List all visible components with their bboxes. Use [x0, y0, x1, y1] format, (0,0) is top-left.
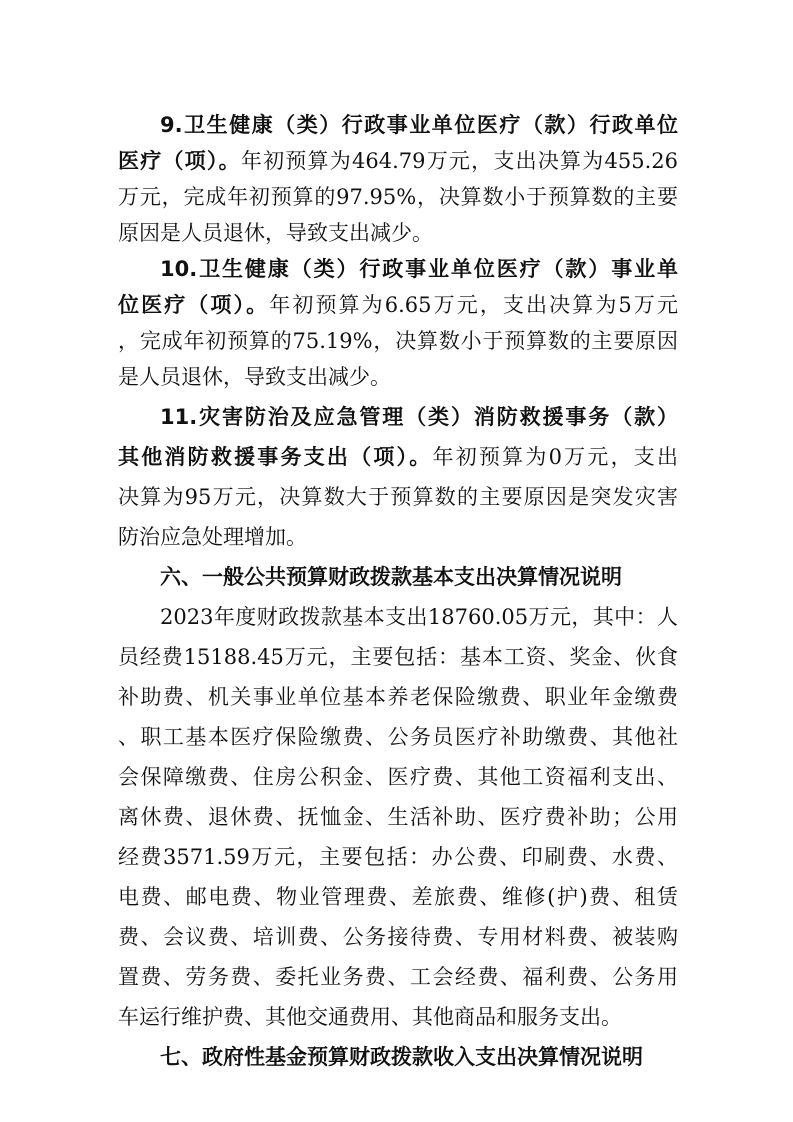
section7-title: 七、政府性基金预算财政拨款收入支出决算情况说明	[160, 1045, 643, 1069]
section11-heading-line2: 其他消防救援事务支出（项）。	[118, 445, 433, 469]
section9-line4: 原因是人员退休，导致支出减少。	[118, 221, 433, 245]
section9-line2	[118, 143, 678, 179]
section11-line2	[118, 439, 678, 475]
section6-line: 经费3571.59万元，主要包括：办公费、印刷费、水费、	[118, 845, 678, 869]
section10-line3: ，完成年初预算的75.19%，决算数小于预算数的主要原因	[118, 329, 678, 353]
section6-line: 员经费15188.45万元，主要包括：基本工资、奖金、伙食	[118, 645, 678, 669]
section10-budget-text: 年初预算为6.65万元，支出决算为5万元	[269, 293, 679, 317]
section10-line4: 是人员退休，导致支出减少。	[118, 365, 391, 389]
section6-line: 2023年度财政拨款基本支出18760.05万元，其中：人	[160, 605, 678, 629]
section6-line: 车运行维护费、其他交通费用、其他商品和服务支出。	[118, 1005, 622, 1029]
section11-line4: 防治应急处理增加。	[118, 525, 307, 549]
section9-budget-text: 年初预算为464.79万元，支出决算为455.26	[240, 149, 678, 173]
section9-line3: 万元，完成年初预算的97.95%，决算数小于预算数的主要	[118, 185, 678, 209]
section11-heading-line1: 11.灾害防治及应急管理（类）消防救援事务（款）	[160, 405, 678, 429]
section9-heading-line1: 9.卫生健康（类）行政事业单位医疗（款）行政单位	[160, 113, 678, 137]
section6-line: 费、会议费、培训费、公务接待费、专用材料费、被装购	[118, 925, 678, 949]
section11-budget-text: 年初预算为0万元，支出	[432, 445, 678, 469]
section10-heading-line1: 10.卫生健康（类）行政事业单位医疗（款）事业单	[160, 257, 678, 281]
section6-title: 六、一般公共预算财政拨款基本支出决算情况说明	[160, 565, 622, 589]
section10-line2	[118, 287, 678, 323]
section6-line: 离休费、退休费、抚恤金、生活补助、医疗费补助；公用	[118, 805, 678, 829]
section6-line: 电费、邮电费、物业管理费、差旅费、维修(护)费、租赁	[118, 885, 678, 909]
section10-heading-line2: 位医疗（项）。	[118, 293, 270, 317]
section6-line: 、职工基本医疗保险缴费、公务员医疗补助缴费、其他社	[118, 725, 678, 749]
section6-line: 补助费、机关事业单位基本养老保险缴费、职业年金缴费	[118, 685, 678, 709]
section6-line: 会保障缴费、住房公积金、医疗费、其他工资福利支出、	[118, 765, 678, 789]
section6-line: 置费、劳务费、委托业务费、工会经费、福利费、公务用	[118, 965, 678, 989]
section9-heading-line2: 医疗（项）。	[118, 149, 241, 173]
section11-line3: 决算为95万元，决算数大于预算数的主要原因是突发灾害	[118, 485, 678, 509]
